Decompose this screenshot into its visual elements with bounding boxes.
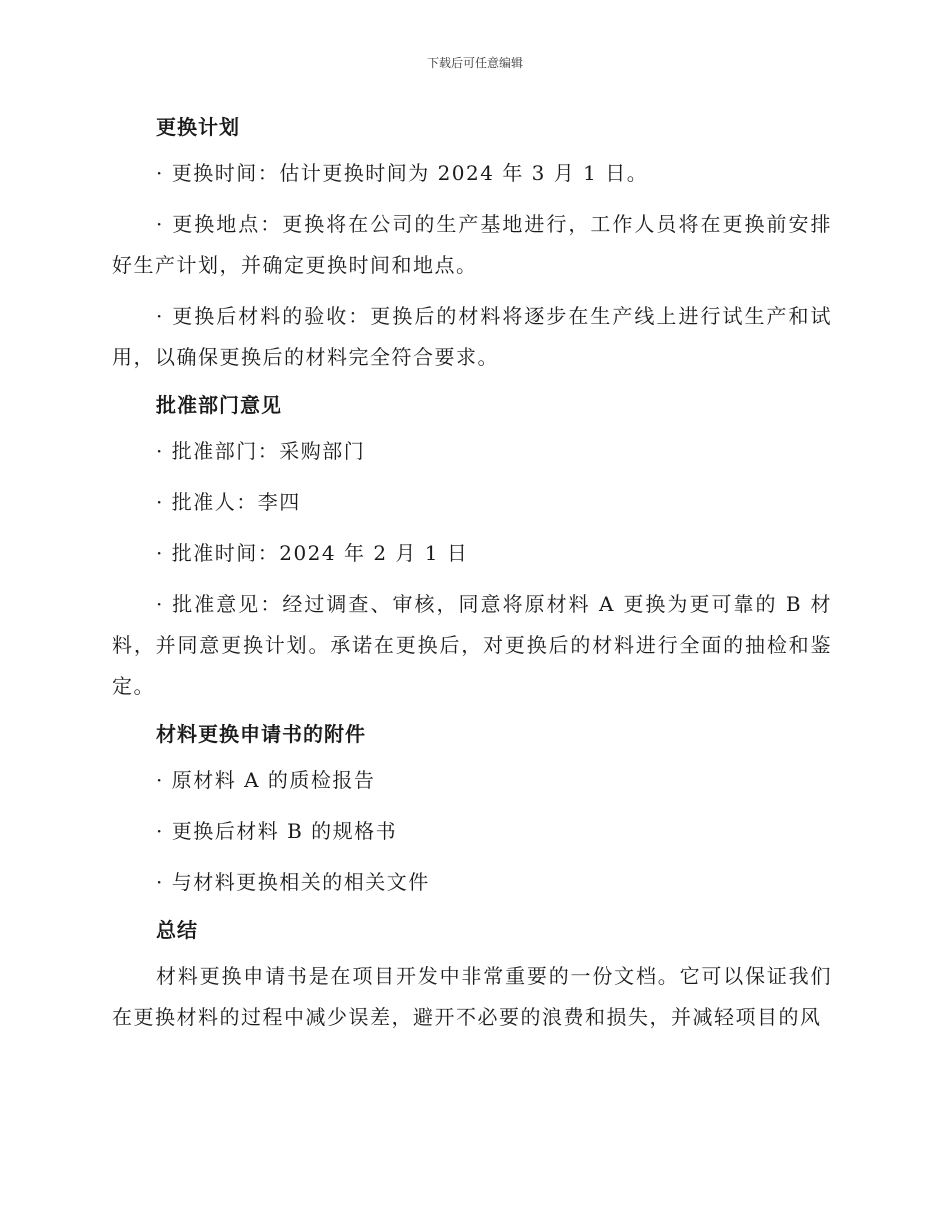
plan-item-time: · 更换时间：估计更换时间为 2024 年 3 月 1 日。 <box>156 161 649 185</box>
plan-item-location: · 更换地点：更换将在公司的生产基地进行，工作人员将在更换前安排好生产计划，并确定更换时间和地点。 <box>112 212 832 277</box>
approval-item-approver: · 批准人：李四 <box>156 490 301 514</box>
attachment-item-related-docs: · 与材料更换相关的相关文件 <box>156 870 430 894</box>
attachment-item-qc-report: · 原材料 A 的质检报告 <box>156 768 376 792</box>
attachment-item-spec: · 更换后材料 B 的规格书 <box>156 819 398 843</box>
summary-paragraph: 材料更换申请书是在项目开发中非常重要的一份文档。它可以保证我们在更换材料的过程中减少误差，避开不必要的浪费和损失，并减轻项目的风 <box>112 964 832 1029</box>
plan-item-acceptance: · 更换后材料的验收：更换后的材料将逐步在生产线上进行试生产和试用，以确保更换后的材料完全符合要求。 <box>112 304 832 369</box>
section-heading-attachments: 材料更换申请书的附件 <box>156 722 366 746</box>
approval-item-department: · 批准部门：采购部门 <box>156 439 366 463</box>
approval-item-date: · 批准时间：2024 年 2 月 1 日 <box>156 541 469 565</box>
section-heading-plan: 更换计划 <box>156 115 240 139</box>
approval-item-opinion: · 批准意见：经过调查、审核，同意将原材料 A 更换为更可靠的 B 材料，并同意更换计划。承诺在更换后，对更换后的材料进行全面的抽检和鉴定。 <box>112 592 832 698</box>
section-heading-summary: 总结 <box>156 918 198 942</box>
document-body <box>112 104 832 1048</box>
section-heading-approval: 批准部门意见 <box>156 393 282 417</box>
page-header: 下载后可任意编辑 <box>426 56 523 70</box>
